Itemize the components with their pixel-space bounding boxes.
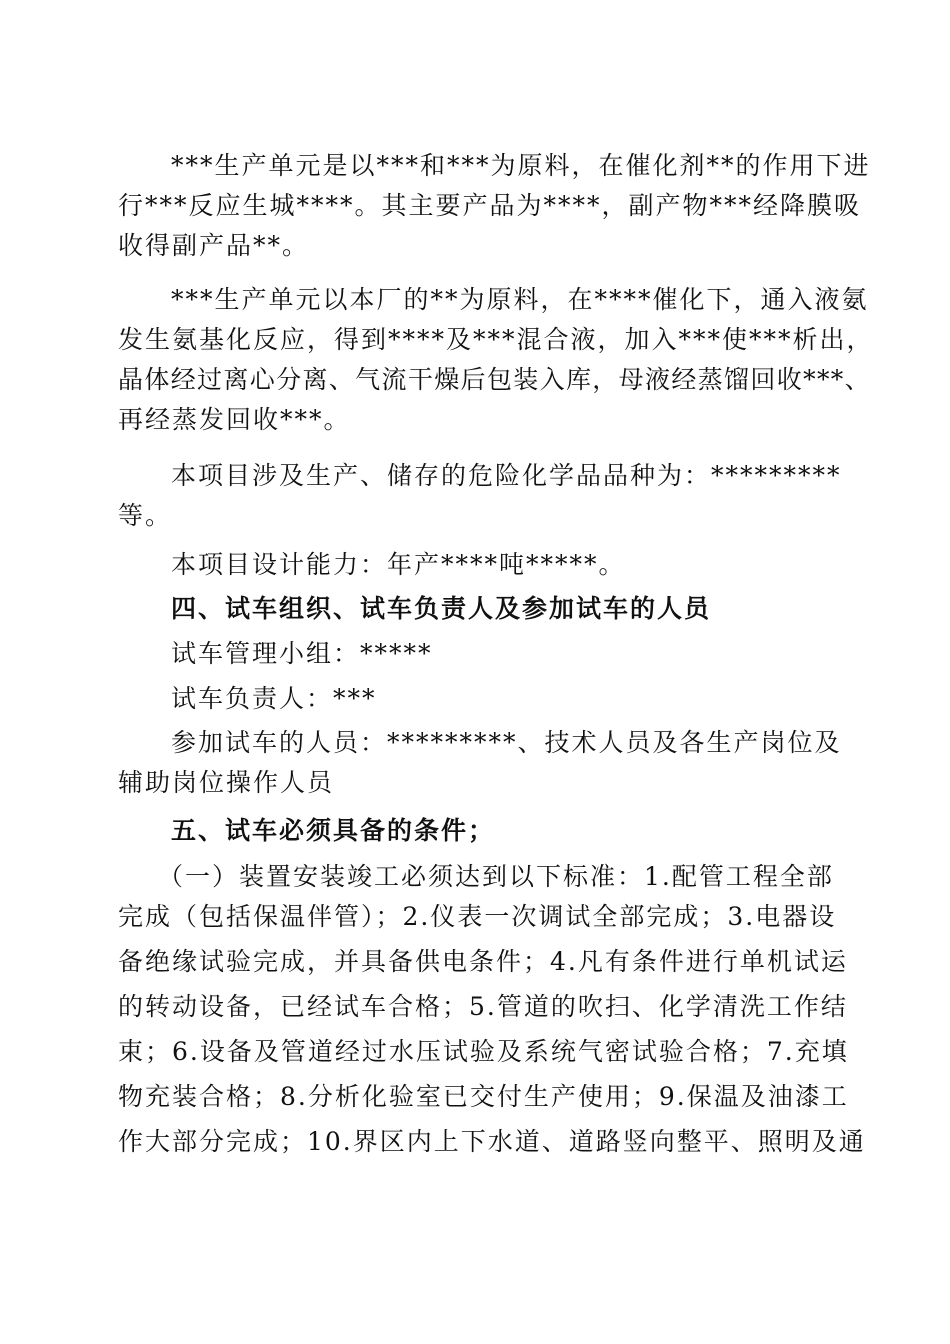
text-line: 行***反应生城****。其主要产品为****，副产物***经降膜吸 [118, 191, 862, 220]
text-line: 等。 [118, 501, 173, 530]
paragraph-management-group [118, 634, 830, 674]
text-line: 完成（包括保温伴管）；2.仪表一次调试全部完成；3.电器设 [118, 902, 837, 931]
text-line: 发生氨基化反应，得到****及***混合液，加入***使***析出， [118, 325, 874, 354]
text-line: 收得副产品**。 [118, 231, 310, 260]
paragraph-design-capacity [118, 545, 830, 585]
paragraph-hazardous-chemicals [118, 456, 842, 536]
paragraph-leader [118, 679, 830, 719]
text-line: 试车管理小组：***** [171, 639, 433, 668]
paragraph-participants [118, 723, 842, 803]
text-line: ***生产单元是以***和***为原料，在催化剂**的作用下进 [171, 151, 871, 180]
section-5-heading [118, 811, 830, 851]
paragraph-unit-2 [118, 280, 874, 440]
text-line: 物充装合格；8.分析化验室已交付生产使用；9.保温及油漆工 [118, 1082, 849, 1111]
text-line: 本项目设计能力：年产****吨*****。 [171, 550, 626, 579]
paragraph-unit-1 [118, 146, 871, 266]
text-line: 的转动设备，已经试车合格；5.管道的吹扫、化学清洗工作结 [118, 992, 848, 1021]
heading-text: 四、试车组织、试车负责人及参加试车的人员 [171, 594, 712, 623]
text-line: 再经蒸发回收***。 [118, 405, 351, 434]
text-line: 辅助岗位操作人员 [118, 768, 335, 797]
text-line: 试车负责人：*** [171, 684, 377, 713]
text-line: 参加试车的人员：*********、技术人员及各生产岗位及 [171, 728, 842, 757]
heading-text: 五、试车必须具备的条件； [171, 816, 496, 845]
paragraph-conditions [118, 857, 866, 1167]
text-line: ***生产单元以本厂的**为原料，在****催化下，通入液氨 [171, 285, 869, 314]
text-line: 本项目涉及生产、储存的危险化学品品种为：********* [171, 461, 842, 490]
section-4-heading [118, 589, 830, 629]
text-line: 作大部分完成；10.界区内上下水道、道路竖向整平、照明及通 [118, 1127, 866, 1156]
text-line: 束；6.设备及管道经过水压试验及系统气密试验合格；7.充填 [118, 1037, 849, 1066]
text-line: （一）装置安装竣工必须达到以下标准：1.配管工程全部 [158, 862, 834, 891]
text-line: 备绝缘试验完成，并具备供电条件；4.凡有条件进行单机试运 [118, 947, 848, 976]
text-line: 晶体经过离心分离、气流干燥后包装入库，母液经蒸馏回收***、 [118, 365, 872, 394]
